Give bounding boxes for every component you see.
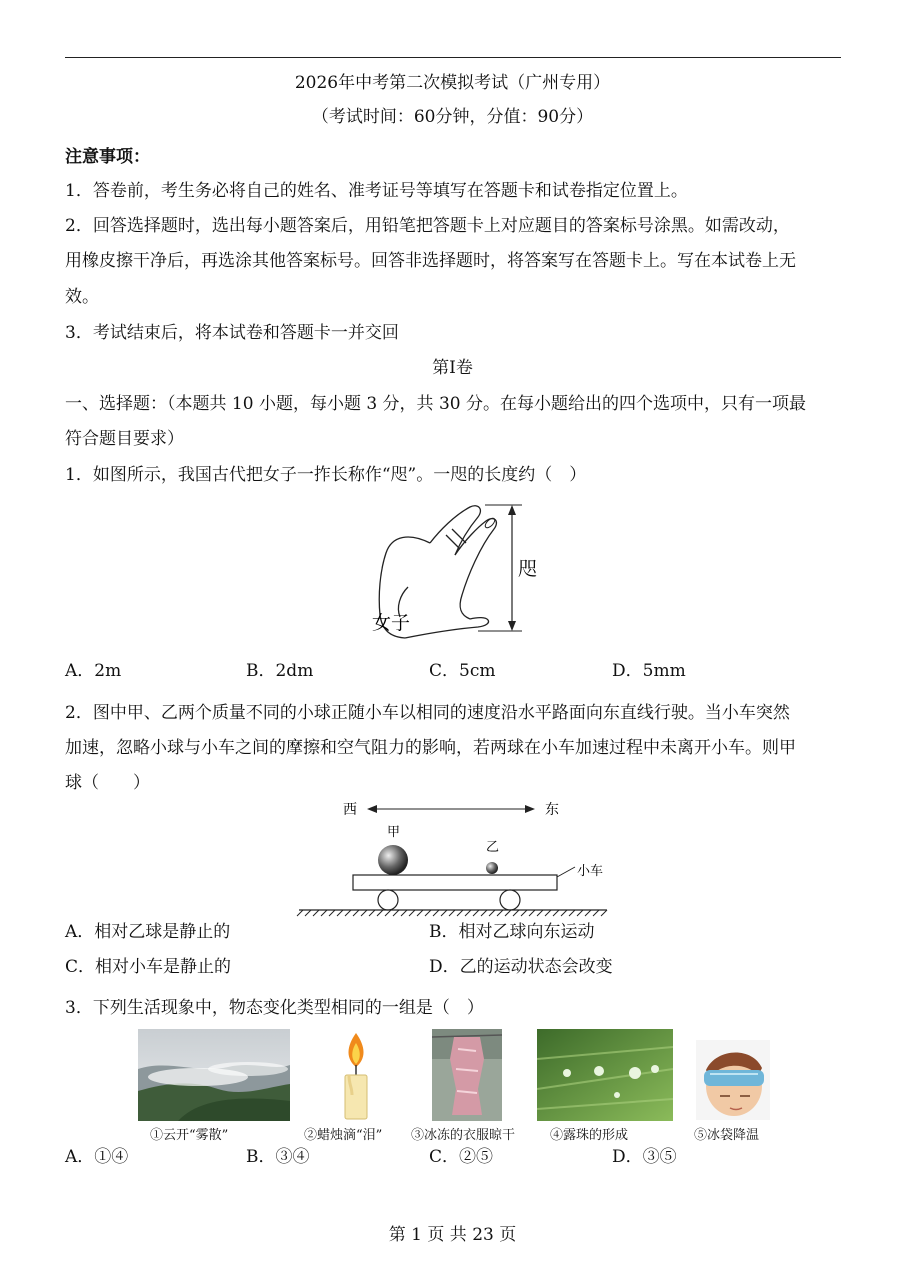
hatch-mark <box>337 910 343 916</box>
caption-1: ①云开“雾散” <box>150 1128 229 1143</box>
hatch-mark <box>593 910 599 916</box>
hatch-mark <box>481 910 487 916</box>
q1-option-b: B．2dm <box>246 661 314 681</box>
section-heading-line-2: 符合题目要求） <box>65 429 184 449</box>
hatch-mark <box>361 910 367 916</box>
cart-pointer-line <box>557 867 575 877</box>
notice-item-1: 1．答卷前，考生务必将自己的姓名、准考证号等填写在答题卡和试卷指定位置上。 <box>65 181 688 201</box>
hatch-mark <box>569 910 575 916</box>
hatch-mark <box>561 910 567 916</box>
arrow-head-down <box>508 621 516 631</box>
hatch-mark <box>465 910 471 916</box>
q2-stem-line-2: 加速，忽略小球与小车之间的摩擦和空气阻力的影响，若两球在小车加速过程中未离开小车。则甲 <box>65 738 796 758</box>
hatch-mark <box>417 910 423 916</box>
hatch-mark <box>473 910 479 916</box>
caption-4: ④露珠的形成 <box>550 1128 629 1143</box>
hatch-mark <box>505 910 511 916</box>
hatch-mark <box>433 910 439 916</box>
header-rule <box>65 57 841 58</box>
zhi-label: 咫 <box>518 558 538 580</box>
q1-option-c: C．5cm <box>429 661 496 681</box>
arrow-head-west <box>367 805 377 813</box>
notice-item-2-line-1: 2．回答选择题时，选出每小题答案后，用铅笔把答题卡上对应题目的答案标号涂黑。如需改动， <box>65 216 790 236</box>
hatch-mark <box>297 910 303 916</box>
q3-option-a: A．①④ <box>65 1147 129 1167</box>
photo-ice-pack <box>696 1040 770 1120</box>
q1-stem: 1．如图所示，我国古代把女子一拃长称作“咫”。一咫的长度约（ ） <box>65 465 587 485</box>
q3-option-b: B．③④ <box>246 1147 310 1167</box>
section-heading-line-1: 一、选择题：（本题共 10 小题，每小题 3 分，共 30 分。在每小题给出的四个选项中，只有一项最 <box>65 394 807 414</box>
exam-title: 2026年中考第二次模拟考试（广州专用） <box>294 73 611 93</box>
q2-option-a: A．相对乙球是静止的 <box>65 922 231 942</box>
cart-label: 小车 <box>577 864 604 879</box>
hatch-mark <box>449 910 455 916</box>
ball-yi <box>486 862 498 874</box>
hand-index-finger <box>430 506 480 555</box>
q2-stem-line-3: 球（ ） <box>65 773 150 793</box>
hatch-mark <box>409 910 415 916</box>
hatch-mark <box>553 910 559 916</box>
q2-option-d: D．乙的运动状态会改变 <box>429 957 613 977</box>
hatch-mark <box>401 910 407 916</box>
hatch-mark <box>425 910 431 916</box>
page-footer: 第 1 页 共 23 页 <box>388 1225 517 1245</box>
hand-thumb <box>405 618 489 638</box>
q1-hand-figure <box>360 495 560 655</box>
ball-jia <box>378 845 408 875</box>
hatch-mark <box>513 910 519 916</box>
notice-item-3: 3．考试结束后，将本试卷和答题卡一并交回 <box>65 323 399 343</box>
hatch-mark <box>393 910 399 916</box>
hatch-mark <box>601 910 607 916</box>
ground-hatching <box>297 910 607 916</box>
ball-yi-label: 乙 <box>486 840 500 855</box>
arrow-head-up <box>508 505 516 515</box>
hatch-mark <box>545 910 551 916</box>
hatch-mark <box>313 910 319 916</box>
notice-item-2-line-2: 用橡皮擦干净后，再选涂其他答案标号。回答非选择题时，将答案写在答题卡上。写在本试卷上无 <box>65 251 796 271</box>
hatch-mark <box>321 910 327 916</box>
west-label: 西 <box>343 802 357 818</box>
photo-dewdrops <box>537 1029 673 1121</box>
hand-middle-finger <box>455 519 496 619</box>
cart-body <box>353 875 557 890</box>
caption-3: ③冰冻的衣服晾干 <box>411 1128 516 1143</box>
notice-item-2-line-3: 效。 <box>65 287 99 307</box>
wheel-right <box>500 890 520 910</box>
q3-option-c: C．②⑤ <box>429 1147 494 1167</box>
q1-option-a: A．2m <box>65 661 122 681</box>
hatch-mark <box>537 910 543 916</box>
photo-fog-mountains <box>138 1029 290 1121</box>
hatch-mark <box>577 910 583 916</box>
hatch-mark <box>521 910 527 916</box>
woman-label: 女子 <box>372 612 411 634</box>
hatch-mark <box>585 910 591 916</box>
notice-heading: 注意事项： <box>65 147 150 167</box>
q3-stem: 3．下列生活现象中，物态变化类型相同的一组是（ ） <box>65 998 484 1018</box>
exam-subtitle: （考试时间：60分钟，分值：90分） <box>311 107 594 127</box>
hatch-mark <box>369 910 375 916</box>
hatch-mark <box>345 910 351 916</box>
q2-option-c: C．相对小车是静止的 <box>65 957 232 977</box>
hatch-mark <box>457 910 463 916</box>
q3-option-d: D．③⑤ <box>612 1147 677 1167</box>
volume-label: 第Ⅰ卷 <box>432 358 473 378</box>
hatch-mark <box>489 910 495 916</box>
photo-candle <box>336 1029 376 1121</box>
hatch-mark <box>353 910 359 916</box>
hatch-mark <box>385 910 391 916</box>
hatch-mark <box>377 910 383 916</box>
hatch-mark <box>529 910 535 916</box>
q1-option-d: D．5mm <box>612 661 686 681</box>
ball-jia-label: 甲 <box>387 825 401 840</box>
q2-cart-figure <box>295 795 635 920</box>
hatch-mark <box>305 910 311 916</box>
caption-2: ②蜡烛滴“泪” <box>304 1128 383 1143</box>
east-label: 东 <box>545 802 559 818</box>
hatch-mark <box>441 910 447 916</box>
arrow-head-east <box>525 805 535 813</box>
q2-stem-line-1: 2．图中甲、乙两个质量不同的小球正随小车以相同的速度沿水平路面向东直线行驶。当小车突然 <box>65 703 790 723</box>
hatch-mark <box>329 910 335 916</box>
q2-option-b: B．相对乙球向东运动 <box>429 922 595 942</box>
photo-frozen-clothes <box>432 1029 502 1121</box>
hatch-mark <box>497 910 503 916</box>
wheel-left <box>378 890 398 910</box>
caption-5: ⑤冰袋降温 <box>694 1128 760 1143</box>
